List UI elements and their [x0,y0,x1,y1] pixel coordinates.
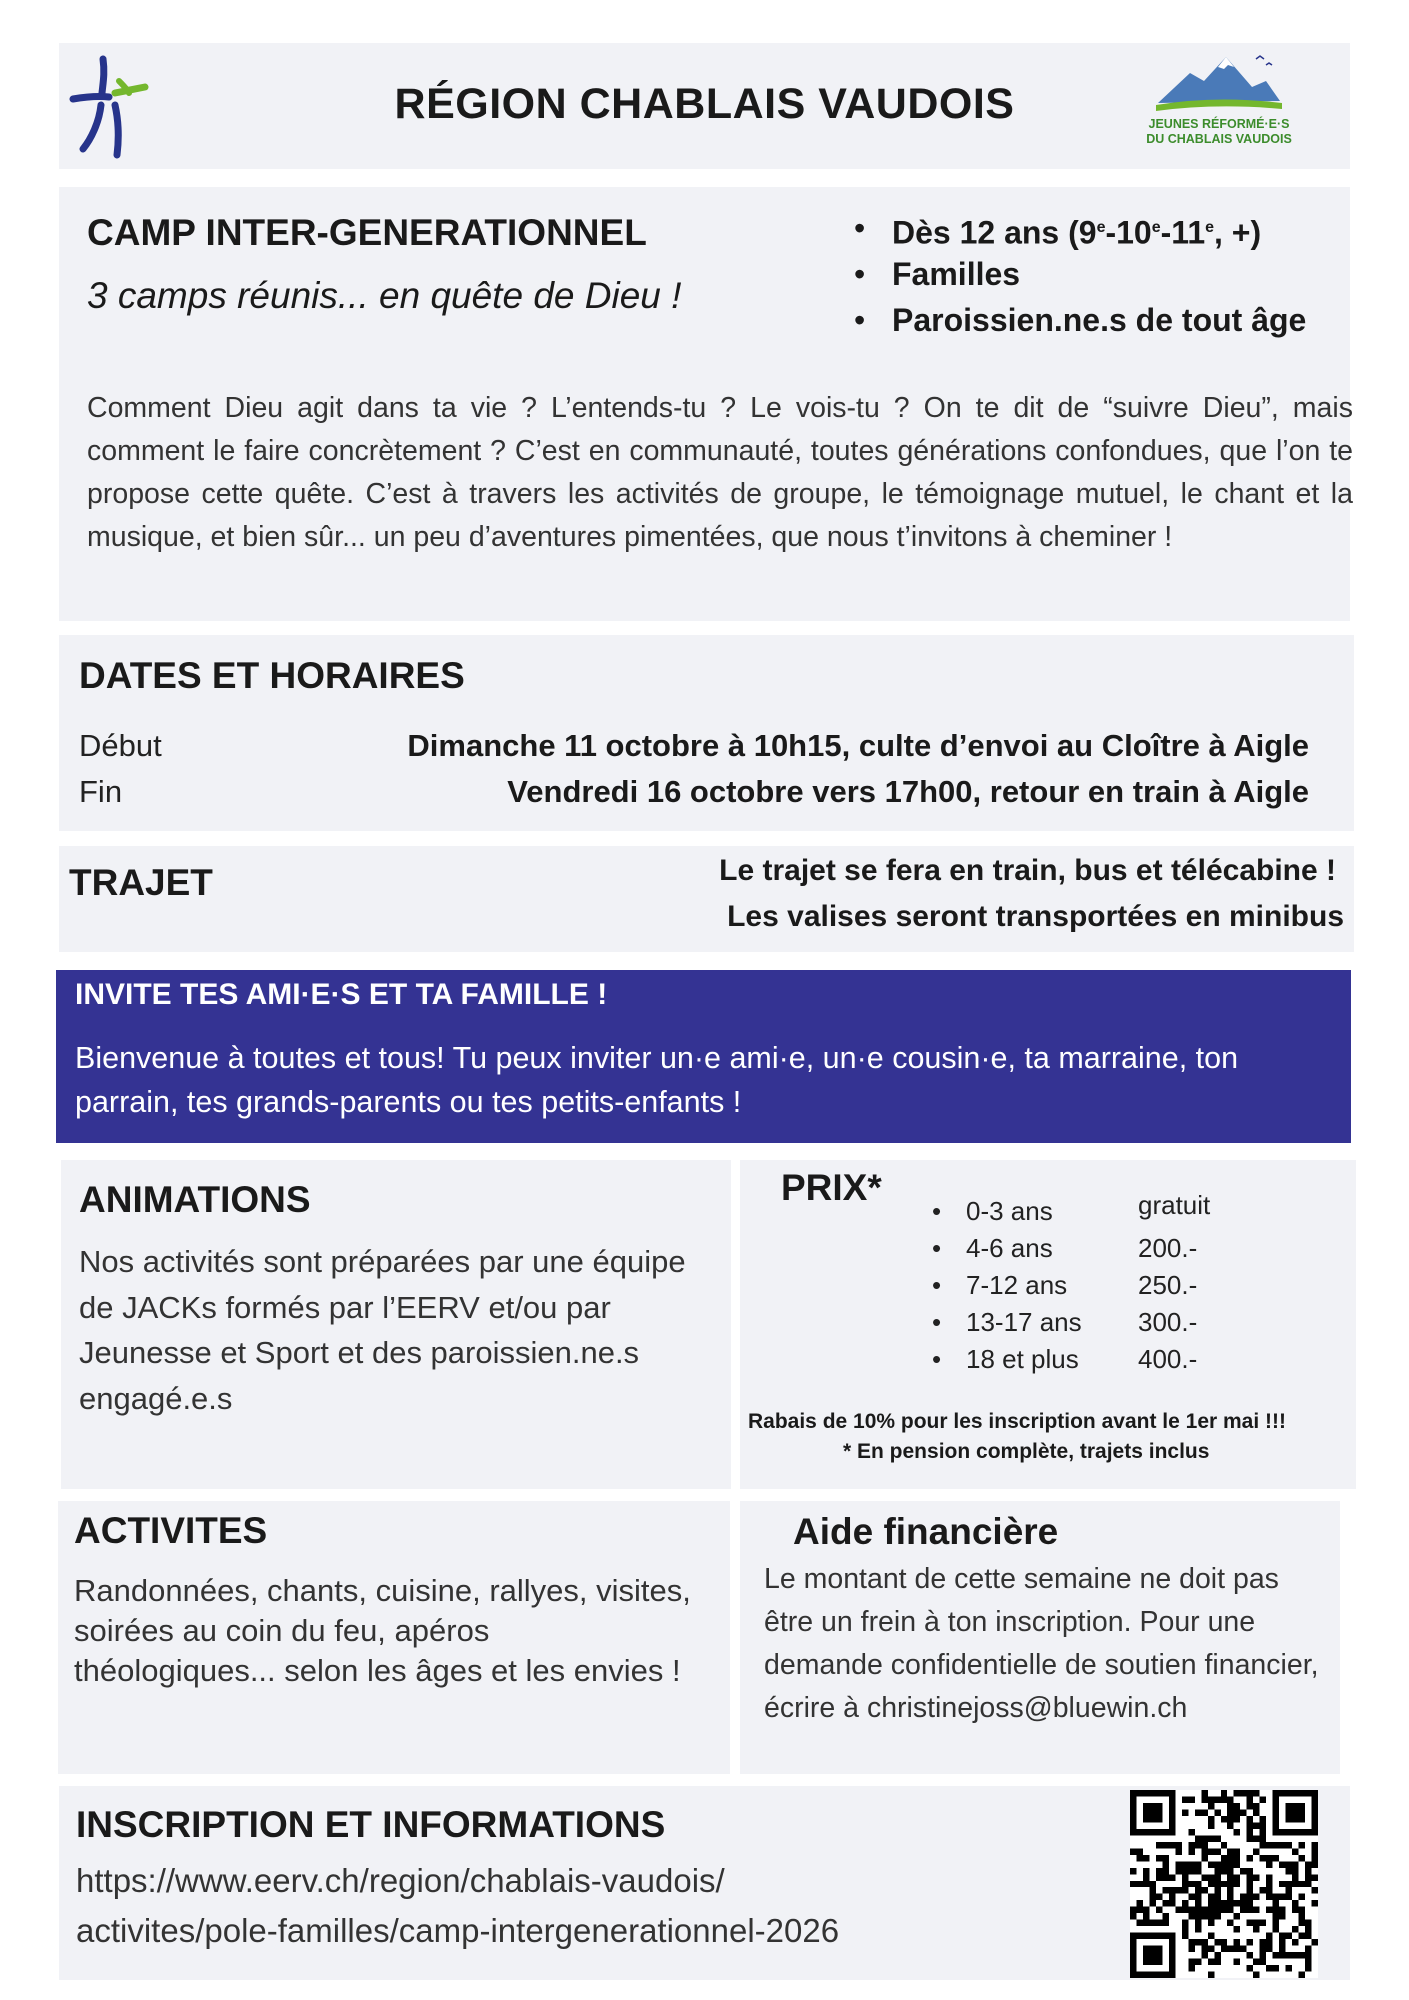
price-item: • 18 et plus 400.- [932,1341,1332,1378]
aide-section [740,1501,1340,1774]
camp-section [59,187,1353,621]
price-item: • 4-6 ans 200.- [932,1230,1332,1267]
date-start-value: Dimanche 11 octobre à 10h15, culte d’envoi au Cloître à Aigle [407,728,1309,763]
aide-title: Aide financière [793,1511,1059,1552]
audience-item-age: • Dès 12 ans ($9^e-10^e-11^e$, +) [854,205,1306,251]
camp-title: CAMP INTER-GENERATIONNEL [87,212,647,253]
logo-text-line2: DU CHABLAIS VAUDOIS [1146,132,1292,146]
aide-text: Le montant de cette semaine ne doit pas être un frein à ton inscription. Pour une demande confidentielle de soutien financier, écrire à christinejoss@bluewin.ch [764,1563,1319,1724]
invite-title: INVITE TES AMI·E·S ET TA FAMILLE ! [75,978,608,1011]
logo-text-line1: JEUNES RÉFORMÉ·E·S [1148,117,1290,131]
dates-section [59,635,1354,831]
page-title: RÉGION CHABLAIS VAUDOIS [394,80,1015,128]
jeunes-reformes-logo [1144,51,1294,161]
audience-item-familles: • Familles [854,251,1306,297]
mountain-icon [1156,51,1282,113]
header [59,43,1350,169]
prix-section [740,1160,1356,1489]
date-start-label: Début [79,728,162,763]
price-list [932,1190,1332,1378]
inscription-title: INSCRIPTION ET INFORMATIONS [76,1804,666,1845]
camp-description: Comment Dieu agit dans ta vie ? L’entends-tu ? Le vois-tu ? On te dit de “suivre Dieu”, mais comment le faire concrètement ? C’est en communauté, toutes générations confondues, que l’on te propose cette quête. C’est à travers les activités de groupe, le témoignage mutuel, le chant et la musique, et bien sûr... un peu d’aventures pimentées, que nous t’invitons à cheminer ! [87,392,1353,553]
activites-text: Randonnées, chants, cuisine, rallyes, visites, soirées au coin du feu, apéros théologiques... selon les âges et les envies ! [74,1573,691,1688]
invite-text: Bienvenue à toutes et tous! Tu peux inviter un·e ami·e, un·e cousin·e, ta marraine, ton parrain, tes grands-parents ou tes petits-enfants ! [75,1041,1239,1119]
trajet-title: TRAJET [69,862,213,903]
prix-title: PRIX* [781,1167,882,1208]
inscription-url-line1[interactable]: https://www.eerv.ch/region/chablais-vaudois/ [76,1862,725,1899]
qr-code-icon[interactable] [1130,1790,1318,1978]
dates-title: DATES ET HORAIRES [79,655,465,696]
trajet-line-2: Les valises seront transportées en minibus [727,900,1344,933]
price-item: • 13-17 ans 300.- [932,1304,1332,1341]
trajet-line-1: Le trajet se fera en train, bus et télécabine ! [719,854,1336,887]
animations-text: Nos activités sont préparées par une équipe de JACKs formés par l’EERV et/ou par Jeunesse et Sport et des paroissien.ne.s engagé.e.s [79,1244,686,1416]
trajet-section [59,846,1354,952]
audience-list [854,205,1306,343]
animations-section [61,1160,731,1489]
pension-note: * En pension complète, trajets inclus [843,1440,1210,1463]
activites-title: ACTIVITES [74,1510,268,1551]
camp-subtitle: 3 camps réunis... en quête de Dieu ! [87,275,682,316]
activites-section [58,1501,730,1774]
inscription-url-line2[interactable]: activites/pole-familles/camp-intergenerationnel-2026 [76,1912,840,1949]
date-end-label: Fin [79,774,123,809]
audience-item-paroissiens: • Paroissien.ne.s de tout âge [854,297,1306,343]
invite-banner [56,970,1351,1143]
animations-title: ANIMATIONS [79,1179,311,1220]
date-end-value: Vendredi 16 octobre vers 17h00, retour en train à Aigle [507,774,1309,809]
price-item: • 0-3 ans gratuit [932,1193,1332,1230]
price-item: • 7-12 ans 250.- [932,1267,1332,1304]
discount-note: Rabais de 10% pour les inscription avant le 1er mai !!! [748,1410,1287,1433]
